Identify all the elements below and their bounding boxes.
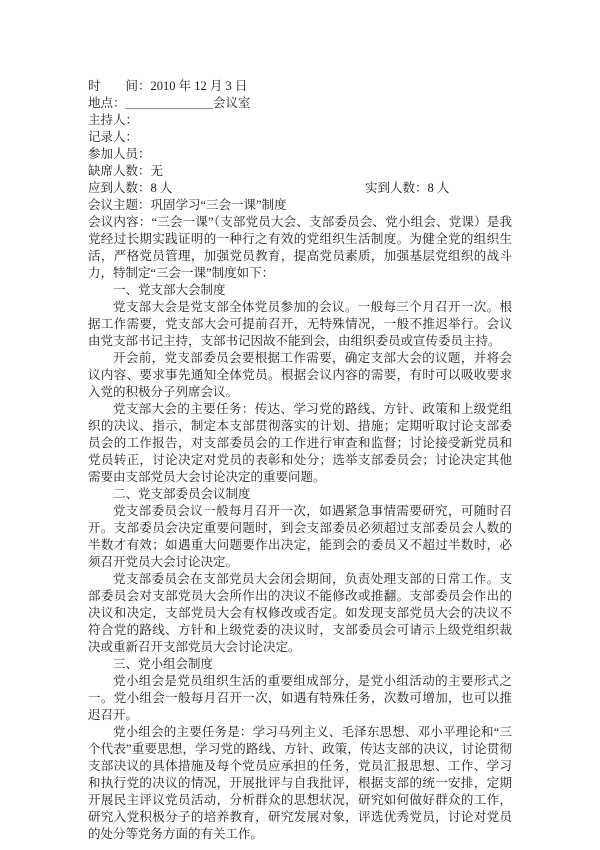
section1-paragraph-1: 党支部大会是党支部全体党员参加的会议。一般每三个月召开一次。根据工作需要，党支部大会可提前召开，无特殊情况，一般不推迟举行。会议由党支部书记主持，支部书记因故不能到会，由组织委员或宣传委员主持。: [88, 300, 512, 348]
absent-count-line: 缺席人数：无: [88, 164, 164, 178]
section1-paragraph-2: 开会前，党支部委员会要根据工作需要，确定支部大会的议题，并将会议内容、要求事先通知全体党员。根据会议内容的需要，有时可以吸收要求入党的积极分子列席会议。: [88, 351, 512, 399]
recorder-line: 记录人：: [88, 130, 139, 144]
section2-paragraph-2: 党支部委员会在支部党员大会闭会期间，负责处理支部的日常工作。支部委员会对支部党员大会所作出的决议不能修改或推翻。支部委员会作出的决议和决定，支部党员大会有权修改或否定。如发现支部党员大会的决议不符合党的路线、方针和上级党委的决议时，支部委员会可请示上级党组织裁决或重新召开支部党员大会讨论决定。: [88, 572, 512, 654]
section2-paragraph-1: 党支部委员会议一般每月召开一次，如遇紧急事情需要研究，可随时召开。支部委员会决定重要问题时，到会支部委员必须超过支部委员会人数的半数才有效；如遇重大问题要作出决定，能到会的委员又不超过半数时，必须召开党员大会讨论决定。: [88, 504, 512, 569]
expected-count: 应到人数：8 人: [88, 181, 173, 195]
section-heading-2: 二、党支部委员会议制度: [113, 487, 251, 501]
section3-paragraph-1: 党小组会是党员组织生活的重要组成部分，是党小组活动的主要形式之一。党小组会一般每月召开一次，如遇有特殊任务，次数可增加，也可以推迟召开。: [88, 674, 512, 722]
host-line: 主持人：: [88, 113, 139, 127]
section3-paragraph-2: 党小组会的主要任务是：学习马列主义、毛泽东思想、邓小平理论和“三个代表”重要思想，学习党的路线、方针、政策，传达支部的决议，讨论贯彻支部决议的具体措施及每个党员应承担的任务，党员汇报思想、工作、学习和执行党的决议的情况，开展批评与自我批评，根据支部的统一安排，定期开展民主评议党员活动，分析群众的思想状况，研究如何做好群众的工作，研究入党积极分子的培养教育，研究发展对象，评选优秀党员，讨论对党员的处分等党务方面的有关工作。: [88, 725, 512, 841]
section-heading-3: 三、党小组会制度: [113, 657, 214, 671]
actual-count: 实到人数：8 人: [365, 181, 450, 195]
time-line: 时 间：2010 年 12 月 3 日: [88, 79, 248, 93]
participants-line: 参加人员：: [88, 147, 151, 161]
meeting-content-intro-paragraph: 会议内容：“三会一课”（支部党员大会、支部委员会、党小组会、党课）是我党经过长期实践证明的一种行之有效的党组织生活制度。为健全党的组织生活，严格党员管理，加强党员教育，提高党员素质，加强基层党组织的战斗力，特制定“三会一课”制度如下：: [88, 215, 512, 280]
section-heading-1: 一、党支部大会制度: [113, 283, 226, 297]
section1-paragraph-3: 党支部大会的主要任务：传达、学习党的路线、方针、政策和上级党组织的决议、指示，制定本支部贯彻落实的计划、措施；定期听取讨论支部委员会的工作报告，对支部委员会的工作进行审查和监督；讨论接受新党员和党员转正，讨论决定对党员的表彰和处分；选举支部委员会；讨论决定其他需要由支部党员大会讨论决定的重要问题。: [88, 402, 512, 484]
headcount-line: [88, 180, 512, 197]
topic-line: 会议主题：巩固学习“三会一课”制度: [88, 198, 287, 212]
meeting-minutes-document: [88, 78, 512, 843]
location-line: 地点：＿＿＿＿＿＿＿会议室: [88, 96, 251, 110]
